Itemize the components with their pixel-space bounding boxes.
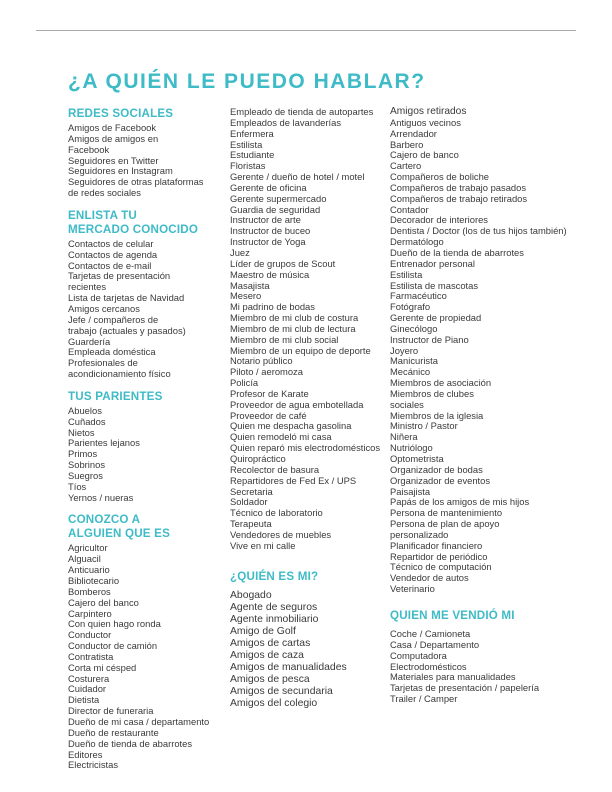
list-item: Tíos [68,480,87,492]
list-item: Amigos de caza [230,650,304,662]
list-item: Estilista [390,268,423,280]
list-item: Gerente / dueño de hotel / motel [230,171,365,183]
list-item: Miembros de la iglesia [390,409,484,421]
list-item: Fotógrafo [390,301,431,313]
list-item: Amigos cercanos [68,302,140,314]
list-item: Técnico de laboratorio [230,507,323,519]
list-item: Líder de grupos de Scout [230,257,336,269]
page-title: ¿A QUIÉN LE PUEDO HABLAR? [68,70,426,93]
list-item: Contador [390,203,429,215]
list-item: Miembro de mi club de costura [230,312,359,324]
list-item: Papás de los amigos de mis hijos [390,496,530,508]
item-list [68,239,228,380]
list-item: Agente de seguros [230,601,318,613]
list-item: Anticuario [68,564,110,576]
list-item: Director de funeraria [68,705,154,717]
list-item: Vendedores de muebles [230,528,332,540]
list-item: Miembro de un equipo de deporte [230,344,371,356]
list-item: Joyero [390,344,419,356]
list-item: Lista de tarjetas de Navidad [68,292,185,304]
list-item: Optometrista [390,453,444,464]
list-item: Estudiante [230,149,275,161]
list-item: Dueño de restaurante [68,726,159,738]
list-item: de redes sociales [68,187,141,199]
list-item: Terapeuta [230,518,272,530]
list-item: Contratista [68,650,114,662]
list-item: Quien remodeló mi casa [230,431,332,443]
list-item: Agente inmobiliario [230,613,319,625]
list-item: Arrendador [390,127,437,139]
list-item: Juez [230,246,250,258]
list-item: Seguidores en Instagram [68,165,173,177]
list-item: Proveedor de agua embotellada [230,398,364,410]
list-item: Proveedor de café [230,409,307,421]
list-item: Suegros [68,469,103,481]
section-heading: ¿QUIÉN ES MI? [230,569,319,583]
list-item: Facebook [68,143,110,155]
list-item: Amigo de Golf [230,625,296,637]
list-item: Farmacéutico [390,290,447,302]
list-item: Repartidor de periódico [390,550,488,562]
list-item: Organizador de bodas [390,463,483,475]
list-item: Recolector de basura [230,463,320,475]
item-list [68,406,228,504]
section-heading-line: CONOZCO A [68,513,141,527]
section-heading-line: ALGUIEN QUE ES [68,527,171,541]
list-item: Barbero [390,138,424,150]
list-item: Estilista de mascotas [390,279,479,291]
list-item: Profesor de Karate [230,387,309,399]
list-item: recientes [68,281,107,293]
list-item: Persona de mantenimiento [390,507,503,519]
list-item: Mi padrino de bodas [230,301,315,313]
column-middle [230,107,390,711]
list-item: Costurera [68,672,110,684]
list-item: trabajo (actuales y pasados) [68,324,186,336]
list-item: Ministro / Pastor [390,420,458,432]
list-item: Contactos de agenda [68,248,158,260]
list-item: Soldador [230,496,268,508]
list-item: Veterinario [390,583,435,595]
list-item: Electrodomésticos [390,660,467,672]
item-list [390,629,590,705]
item-list [230,107,390,552]
top-divider [36,30,576,31]
item-list [390,107,590,595]
list-item: Miembros de clubes [390,387,474,399]
list-item: Corta mi césped [68,661,137,673]
list-item: Masajista [230,279,270,291]
list-item: Jefe / compañeros de [68,313,159,325]
list-item: Enfermera [230,127,274,139]
list-item: Instructor de buceo [230,225,311,237]
list-item: Tarjetas de presentación [68,270,171,282]
list-item: Abogado [230,589,272,601]
list-item: Dueño de mi casa / departamento [68,715,210,727]
section-tus-parientes [68,390,228,504]
list-item: Nietos [68,426,95,438]
list-item: Conductor de camión [68,640,158,652]
column-right [390,107,590,705]
list-item: Contactos de celular [68,237,154,249]
list-item: Tarjetas de presentación / papelería [390,682,540,694]
section-heading: TUS PARIENTES [68,389,163,403]
section-quien-es-mi [230,570,390,711]
list-item: Nutriólogo [390,442,433,454]
list-item: Técnico de computación [390,561,492,573]
list-item: Quien reparó mis electrodomésticos [230,442,381,454]
list-item: Conductor [68,629,112,641]
list-item: Empleada doméstica [68,346,156,358]
list-item: Alguacil [68,553,101,565]
list-item: Miembros de asociación [390,377,492,389]
list-item: personalizado [390,528,449,540]
item-list [68,543,228,771]
item-list [230,590,390,711]
list-item: Maestro de música [230,268,310,280]
list-item: Manicurista [390,355,438,367]
section-redes-sociales [68,107,228,199]
list-item: Ginecólogo [390,322,438,334]
list-item: Mesero [230,290,262,302]
list-item: Cuidador [68,683,107,695]
list-item: Policía [230,377,259,389]
list-item: Coche / Camioneta [390,627,471,639]
list-item: Abuelos [68,404,102,416]
list-item: Computadora [390,649,447,661]
list-item: Compañeros de trabajo pasados [390,181,527,193]
section-enlista-tu-mercado-conocido [68,209,228,380]
section-heading-line: MERCADO CONOCIDO [68,222,199,236]
list-item: Niñera [390,431,418,443]
list-item: Amigos de Facebook [68,122,157,133]
list-item: Instructor de Yoga [230,236,306,248]
list-item: Profesionales de [68,357,138,369]
section-heading: REDES SOCIALES [68,107,174,120]
section-continued [390,107,590,595]
list-item: Compañeros de boliche [390,171,490,183]
list-item: Editores [68,748,103,760]
column-left [68,107,228,771]
list-item: Dentista / Doctor (los de tus hijos también) [390,225,567,237]
list-item: Entrenador personal [390,257,475,269]
list-item: Primos [68,448,98,460]
list-item: Contactos de e-mail [68,259,152,271]
list-item: Casa / Departamento [390,638,480,650]
item-list [68,123,228,199]
list-item: Vendedor de autos [390,572,469,584]
section-heading-line: ENLISTA TU [68,208,137,222]
list-item: Cuñados [68,415,106,427]
list-item: Agricultor [68,542,108,554]
list-item: Dueño de la tienda de abarrotes [390,246,524,258]
list-item: Gerente de oficina [230,181,307,193]
list-item: Guardería [68,335,111,347]
list-item: Bibliotecario [68,575,120,586]
list-item: Mecánico [390,366,431,378]
list-item: Empleados de lavanderías [230,116,342,128]
list-item: Planificador financiero [390,539,483,551]
list-item: Paisajista [390,485,431,497]
list-item: Repartidores de Fed Ex / UPS [230,474,357,486]
list-item: Miembro de mi club social [230,333,339,345]
list-item: Secretaria [230,485,273,497]
list-item: Dermatólogo [390,236,444,248]
list-item: Dietista [68,694,100,706]
list-item: Organizador de eventos [390,474,491,486]
list-item: Cajero del banco [68,596,139,608]
list-item: Miembro de mi club de lectura [230,322,356,334]
list-item: Persona de plan de apoyo [390,518,500,530]
list-item: Yernos / nueras [68,491,134,503]
section-conozco-a-alguien-que-es [68,513,228,771]
list-item: Amigos de amigos en [68,132,159,144]
list-item: Sobrinos [68,459,106,471]
list-item: Cajero de banco [390,149,459,161]
list-item: Trailer / Camper [390,693,458,705]
list-item: Floristas [230,160,266,172]
list-item: Bomberos [68,585,111,597]
list-item: Empleado de tienda de autopartes [230,106,374,117]
list-item: Notario público [230,355,293,367]
list-item: Piloto / aeromoza [230,366,303,378]
section-quien-me-vendio-mi [390,609,590,705]
list-item: Materiales para manualidades [390,671,516,683]
list-item: Amigos de secundaria [230,686,333,698]
list-item: Gerente supermercado [230,192,327,204]
list-item: sociales [390,398,424,410]
list-item: Seguidores en Twitter [68,154,159,166]
list-item: Quien me despacha gasolina [230,420,352,432]
list-item: Amigos de pesca [230,674,310,686]
list-item: Carpintero [68,607,112,619]
list-item: Amigos del colegio [230,698,318,710]
list-item: Decorador de interiores [390,214,488,226]
list-item: Amigos retirados [390,106,467,117]
list-item: Instructor de arte [230,214,301,226]
list-item: Antiguos vecinos [390,116,461,128]
section-heading [68,209,228,237]
list-item: Compañeros de trabajo retirados [390,192,528,204]
list-item: Seguidores de otras plataformas [68,176,204,188]
section-heading [68,513,228,541]
list-item: Electricistas [68,759,119,771]
list-item: Dueño de tienda de abarrotes [68,737,193,749]
list-item: Quiropráctico [230,453,286,464]
list-item: Estilista [230,138,263,150]
section-continued [230,107,390,552]
list-item: Guardia de seguridad [230,203,321,215]
list-item: Amigos de manualidades [230,662,347,674]
list-item: Con quien hago ronda [68,618,161,630]
list-item: Gerente de propiedad [390,312,482,324]
list-item: acondicionamiento físico [68,368,171,380]
list-item: Amigos de cartas [230,637,311,649]
section-heading: QUIEN ME VENDIÓ MI [390,608,515,622]
list-item: Parientes lejanos [68,437,140,449]
list-item: Vive en mi calle [230,539,296,551]
list-item: Instructor de Piano [390,333,469,345]
list-item: Cartero [390,160,422,172]
